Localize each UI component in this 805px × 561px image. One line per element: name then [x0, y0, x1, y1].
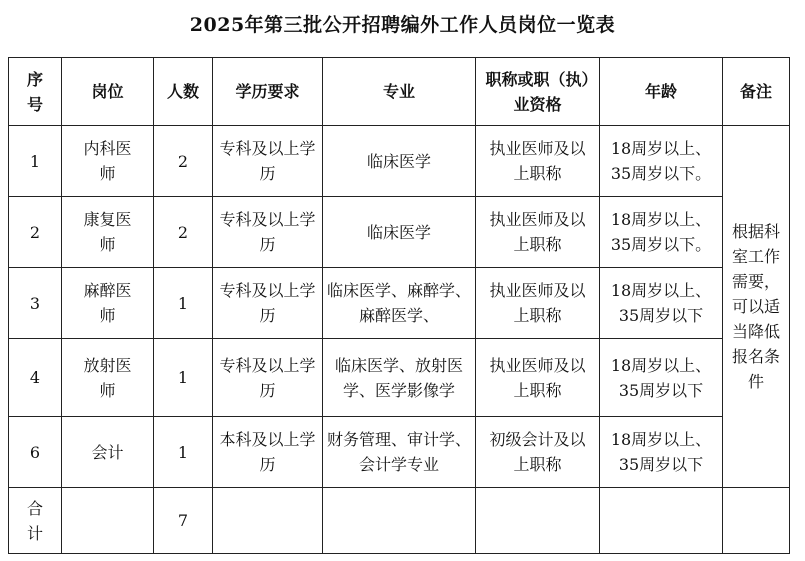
- cell-position: 康复医师: [62, 197, 154, 268]
- cell-major: 临床医学: [323, 197, 476, 268]
- cell-major: 临床医学、放射医学、医学影像学: [323, 339, 476, 417]
- total-label: 合计: [9, 488, 62, 554]
- cell-position: 内科医师: [62, 126, 154, 197]
- total-empty: [62, 488, 154, 554]
- table-row: [9, 126, 790, 197]
- cell-qualification: 执业医师及以上职称: [476, 126, 600, 197]
- header-age: 年龄: [600, 58, 723, 126]
- total-empty: [476, 488, 600, 554]
- cell-major: 财务管理、审计学、会计学专业: [323, 417, 476, 488]
- header-row: [9, 58, 790, 126]
- cell-qualification: 执业医师及以上职称: [476, 268, 600, 339]
- cell-qualification: 执业医师及以上职称: [476, 197, 600, 268]
- table-row: [9, 268, 790, 339]
- table-row: [9, 339, 790, 417]
- total-empty: [600, 488, 723, 554]
- cell-education: 本科及以上学历: [213, 417, 323, 488]
- cell-no: 2: [9, 197, 62, 268]
- cell-note: 根据科室工作需要，可以适当降低报名条件: [723, 126, 790, 488]
- cell-count: 2: [154, 197, 213, 268]
- cell-major: 临床医学、麻醉学、麻醉医学、: [323, 268, 476, 339]
- cell-count: 2: [154, 126, 213, 197]
- cell-age: 18周岁以上、35周岁以下。: [600, 126, 723, 197]
- cell-education: 专科及以上学历: [213, 126, 323, 197]
- total-empty: [213, 488, 323, 554]
- positions-table: [8, 57, 790, 554]
- cell-position: 麻醉医师: [62, 268, 154, 339]
- total-count: 7: [154, 488, 213, 554]
- page-title: 2025年第三批公开招聘编外工作人员岗位一览表: [189, 14, 616, 36]
- header-note: 备注: [723, 58, 790, 126]
- total-row: [9, 488, 790, 554]
- header-count: 人数: [154, 58, 213, 126]
- header-education: 学历要求: [213, 58, 323, 126]
- cell-count: 1: [154, 339, 213, 417]
- cell-no: 3: [9, 268, 62, 339]
- header-major: 专业: [323, 58, 476, 126]
- cell-education: 专科及以上学历: [213, 268, 323, 339]
- cell-count: 1: [154, 268, 213, 339]
- cell-position: 放射医师: [62, 339, 154, 417]
- cell-no: 6: [9, 417, 62, 488]
- cell-position: 会计: [62, 417, 154, 488]
- cell-no: 4: [9, 339, 62, 417]
- cell-age: 18周岁以上、35周岁以下: [600, 339, 723, 417]
- cell-education: 专科及以上学历: [213, 197, 323, 268]
- table-row: [9, 417, 790, 488]
- cell-age: 18周岁以上、35周岁以下: [600, 268, 723, 339]
- cell-major: 临床医学: [323, 126, 476, 197]
- cell-count: 1: [154, 417, 213, 488]
- cell-education: 专科及以上学历: [213, 339, 323, 417]
- cell-age: 18周岁以上、35周岁以下: [600, 417, 723, 488]
- total-empty: [323, 488, 476, 554]
- cell-qualification: 执业医师及以上职称: [476, 339, 600, 417]
- cell-no: 1: [9, 126, 62, 197]
- header-no: 序号: [9, 58, 62, 126]
- header-position: 岗位: [62, 58, 154, 126]
- cell-qualification: 初级会计及以上职称: [476, 417, 600, 488]
- header-qualification: 职称或职（执）业资格: [476, 58, 600, 126]
- total-empty: [723, 488, 790, 554]
- cell-age: 18周岁以上、35周岁以下。: [600, 197, 723, 268]
- table-row: [9, 197, 790, 268]
